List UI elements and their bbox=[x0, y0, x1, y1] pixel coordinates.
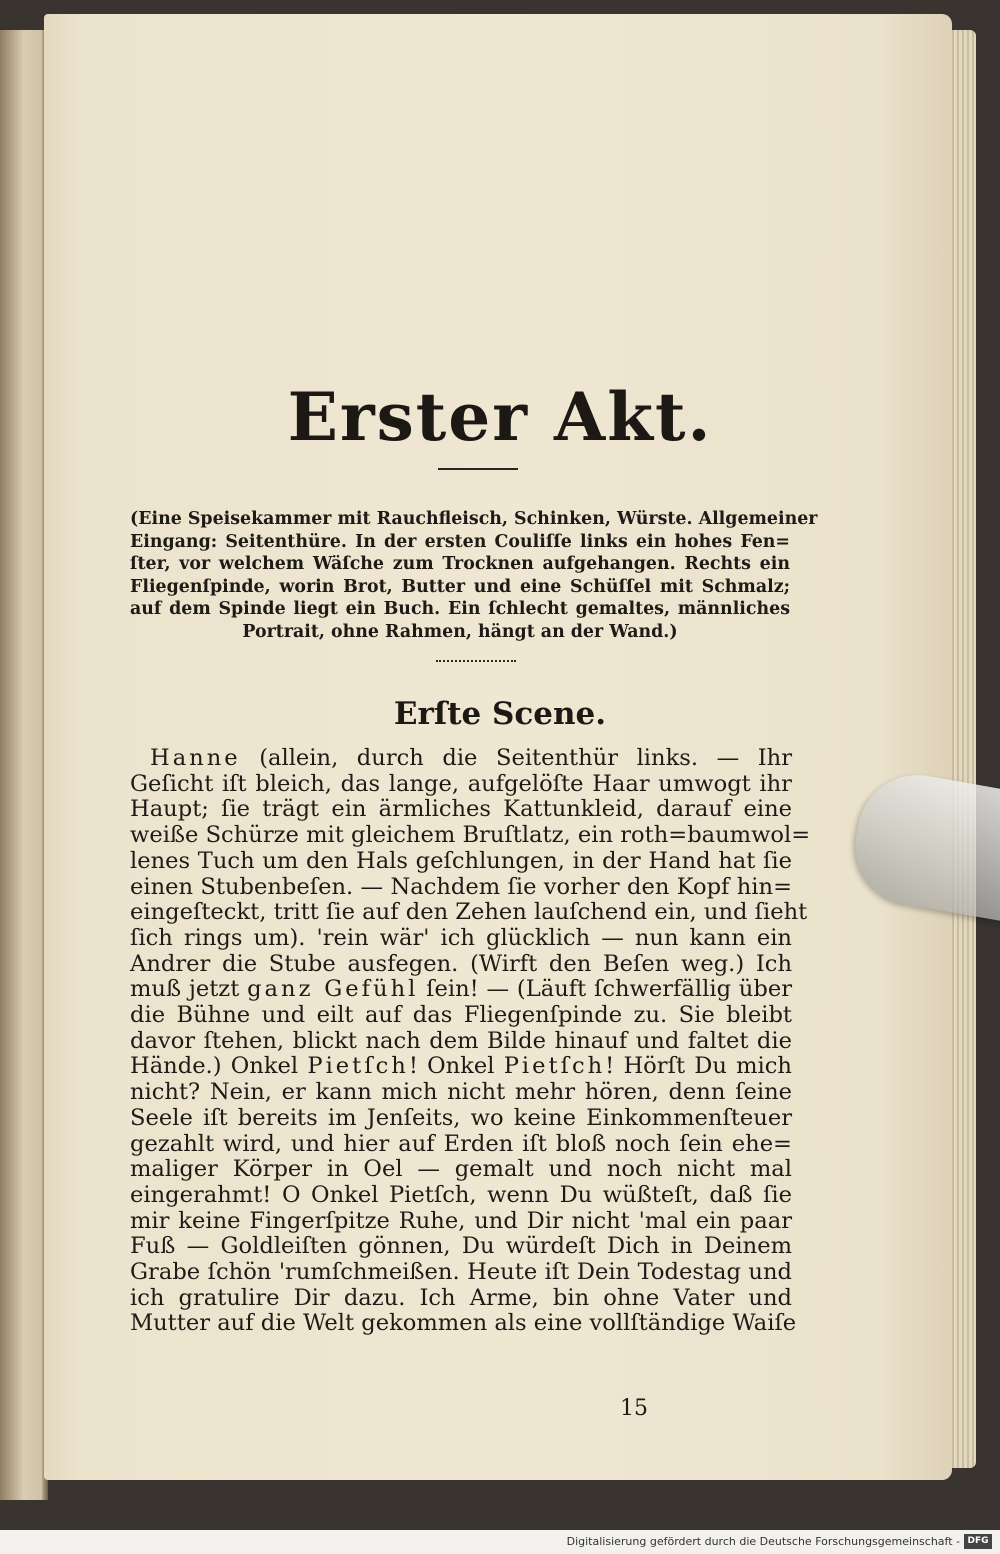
body-line bbox=[130, 977, 792, 1003]
body-line: eingerahmt! O Onkel Pietſch, wenn Du wüßteſt, daß ſie bbox=[130, 1181, 792, 1208]
body-line-text: (allein, durch die Seitenthür links. — Ihr bbox=[240, 745, 792, 771]
body-line: Mutter auf die Welt gekommen als eine vollſtändige Waiſe bbox=[130, 1310, 797, 1337]
scene-title: Erſte Scene. bbox=[393, 696, 607, 732]
act-title: Erster Akt. bbox=[287, 378, 713, 456]
stage-direction-line: auf dem Spinde liegt ein Buch. Ein ſchlecht gemaltes, männliches bbox=[130, 599, 790, 619]
stage-direction-line: ſter, vor welchem Wäſche zum Trocknen aufgehangen. Rechts ein bbox=[130, 554, 790, 574]
body-line: maliger Körper in Oel — gemalt und noch nicht mal bbox=[130, 1156, 792, 1183]
stage-direction-line: Eingang: Seitenthüre. In der ersten Couliſſe links ein hohes Fen= bbox=[130, 531, 790, 552]
title-rule bbox=[438, 468, 518, 470]
scene-body bbox=[130, 745, 811, 1337]
dfg-logo: DFG bbox=[964, 1534, 992, 1549]
body-line-text: ! Onkel bbox=[408, 1053, 504, 1080]
body-line-text: Hände.) Onkel bbox=[130, 1053, 308, 1080]
emphasized-text: Pietſch bbox=[307, 1053, 409, 1080]
body-line bbox=[130, 1054, 792, 1080]
emphasized-text: ganz Gefühl bbox=[247, 976, 419, 1003]
stage-direction-line: (Eine Speisekammer mit Rauchfleisch, Schinken, Würste. Allgemeiner bbox=[130, 509, 818, 529]
body-line: weiße Schürze mit gleichem Bruſtlatz, ein roth=baumwol= bbox=[130, 822, 811, 849]
body-line: lenes Tuch um den Hals geſchlungen, in der Hand hat ſie bbox=[130, 847, 792, 874]
body-line: ich gratulire Dir dazu. Ich Arme, bin ohne Vater und bbox=[130, 1284, 792, 1311]
body-line: Fuß — Goldleiſten gönnen, Du würdeſt Dich in Deinem bbox=[130, 1233, 792, 1260]
emphasized-text: Pietſch bbox=[503, 1053, 606, 1080]
body-line: ſich rings um). 'rein wär' ich glücklich — nun kann ein bbox=[130, 924, 792, 951]
body-line bbox=[130, 746, 792, 772]
stage-direction-line: Portrait, ohne Rahmen, hängt an der Wand.) bbox=[242, 621, 678, 642]
stage-direction-line: Fliegenſpinde, worin Brot, Butter und eine Schüſſel mit Schmalz; bbox=[130, 576, 790, 597]
body-line: mir keine Fingerſpitze Ruhe, und Dir nicht 'mal ein paar bbox=[130, 1207, 792, 1234]
previous-page-edge bbox=[0, 30, 48, 1500]
body-line: eingeſteckt, tritt ſie auf den Zehen lauſchend ein, und ſieht bbox=[130, 899, 808, 926]
speaker-name: Hanne bbox=[150, 745, 241, 771]
body-line-text: ! Hörſt Du mich bbox=[605, 1053, 792, 1080]
body-line: Geſicht iſt bleich, das lange, aufgelöſte Haar umwogt ihr bbox=[130, 770, 792, 797]
dotted-separator bbox=[436, 660, 516, 662]
body-line: einen Stubenbeſen. — Nachdem ſie vorher den Kopf hin= bbox=[130, 873, 792, 900]
body-line: Andrer die Stube ausfegen. (Wirft den Beſen weg.) Ich bbox=[130, 950, 792, 977]
body-line: davor ſtehen, blickt nach dem Bilde hinauf und faltet die bbox=[130, 1027, 792, 1054]
body-line: die Bühne und eilt auf das Fliegenſpinde zu. Sie bleibt bbox=[130, 1002, 792, 1029]
digitization-credit: Digitalisierung gefördert durch die Deutsche Forschungsgemeinschaft - bbox=[566, 1535, 960, 1548]
body-line-text: ſein! — (Läuft ſchwerfällig über bbox=[418, 976, 792, 1003]
stage-direction bbox=[130, 508, 818, 643]
body-line: gezahlt wird, und hier auf Erden iſt bloß noch ſein ehe= bbox=[130, 1130, 792, 1157]
body-line: Grabe ſchön 'rumſchmeißen. Heute iſt Dein Todestag und bbox=[130, 1259, 792, 1286]
body-line: Haupt; ſie trägt ein ärmliches Kattunkleid, darauf eine bbox=[130, 796, 792, 823]
body-line: nicht? Nein, er kann mich nicht mehr hören, denn ſeine bbox=[130, 1079, 792, 1106]
page-number: 15 bbox=[620, 1396, 648, 1421]
body-line-text: muß jetzt bbox=[130, 976, 248, 1003]
body-line: Seele iſt bereits im Jenſeits, wo keine Einkommenſteuer bbox=[130, 1104, 792, 1131]
